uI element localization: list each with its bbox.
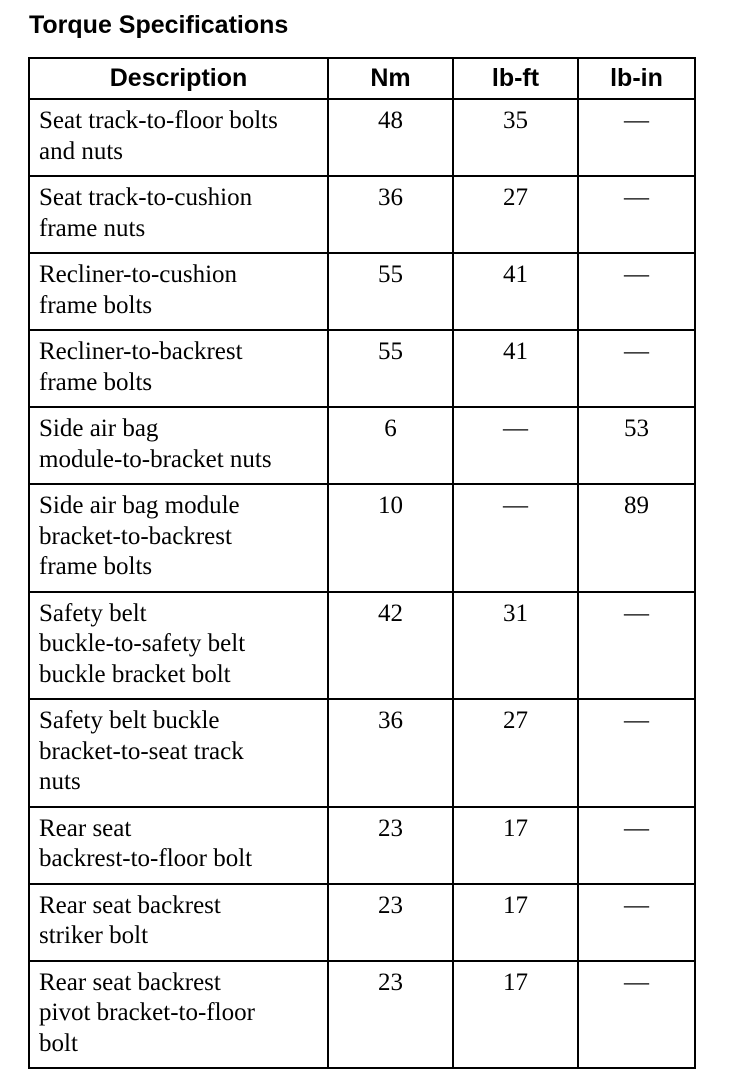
cell-description [29, 592, 328, 700]
table-row [29, 484, 695, 592]
cell-nm: 23 [328, 884, 453, 961]
cell-lb-ft: 41 [453, 330, 578, 407]
cell-lb-in: — [578, 176, 695, 253]
description-line: bracket-to-backrest [39, 522, 232, 550]
cell-lb-ft: 17 [453, 884, 578, 961]
table-row [29, 592, 695, 700]
description-line: Rear seat [39, 814, 132, 842]
description-line: bolt [39, 1029, 78, 1057]
table-row [29, 253, 695, 330]
page-title: Torque Specifications [29, 11, 289, 39]
torque-spec-table [28, 57, 696, 1069]
description-line: Side air bag [39, 415, 159, 442]
description-line: module-to-bracket nuts [39, 445, 272, 473]
description-line: Rear seat backrest [39, 891, 221, 919]
table-row [29, 330, 695, 407]
table-row [29, 699, 695, 807]
cell-lb-ft: 17 [453, 807, 578, 884]
description-line: Side air bag module [39, 492, 240, 519]
cell-lb-ft: 27 [453, 699, 578, 807]
cell-lb-in: — [578, 99, 695, 176]
cell-lb-ft: 35 [453, 99, 578, 176]
cell-description [29, 961, 328, 1069]
cell-nm: 10 [328, 484, 453, 592]
description-line: pivot bracket-to-floor [39, 999, 255, 1026]
cell-description [29, 807, 328, 884]
cell-lb-in: 89 [578, 484, 695, 592]
cell-nm: 23 [328, 961, 453, 1069]
description-line: frame bolts [39, 553, 153, 580]
column-header-lb-ft: lb-ft [453, 58, 578, 99]
cell-nm: 48 [328, 99, 453, 176]
cell-description [29, 484, 328, 592]
cell-nm: 36 [328, 176, 453, 253]
cell-description [29, 253, 328, 330]
description-line: Seat track-to-cushion [39, 184, 253, 211]
description-line: backrest-to-floor bolt [39, 845, 253, 872]
cell-lb-ft: 41 [453, 253, 578, 330]
cell-nm: 36 [328, 699, 453, 807]
cell-description [29, 699, 328, 807]
cell-lb-in: — [578, 884, 695, 961]
column-header-nm: Nm [328, 58, 453, 99]
description-line: bracket-to-seat track [39, 737, 244, 765]
cell-lb-ft: 17 [453, 961, 578, 1069]
cell-lb-in: — [578, 330, 695, 407]
cell-lb-in: — [578, 253, 695, 330]
cell-description [29, 407, 328, 484]
table-row [29, 807, 695, 884]
description-line: and nuts [39, 137, 124, 165]
cell-nm: 42 [328, 592, 453, 700]
cell-lb-in: — [578, 592, 695, 700]
table-row [29, 884, 695, 961]
table-header-row [29, 58, 695, 99]
description-line: Recliner-to-cushion [39, 261, 238, 288]
cell-nm: 23 [328, 807, 453, 884]
cell-lb-ft: 31 [453, 592, 578, 700]
cell-lb-ft: — [453, 484, 578, 592]
table-row [29, 961, 695, 1069]
cell-lb-ft: — [453, 407, 578, 484]
description-line: buckle-to-safety belt [39, 630, 246, 657]
cell-description [29, 884, 328, 961]
description-line: Rear seat backrest [39, 968, 221, 996]
cell-description [29, 330, 328, 407]
cell-lb-in: — [578, 699, 695, 807]
cell-description [29, 99, 328, 176]
cell-lb-in: — [578, 807, 695, 884]
description-line: striker bolt [39, 922, 149, 949]
description-line: frame bolts [39, 368, 153, 396]
description-line: Safety belt buckle [39, 707, 220, 734]
description-line: nuts [39, 768, 81, 795]
description-line: frame bolts [39, 291, 153, 319]
column-header-description: Description [29, 58, 328, 99]
table-row [29, 99, 695, 176]
cell-lb-ft: 27 [453, 176, 578, 253]
cell-lb-in: — [578, 961, 695, 1069]
description-line: Recliner-to-backrest [39, 338, 243, 365]
table-row [29, 176, 695, 253]
cell-nm: 55 [328, 330, 453, 407]
description-line: buckle bracket bolt [39, 660, 231, 688]
table-row [29, 407, 695, 484]
cell-description [29, 176, 328, 253]
column-header-lb-in: lb-in [578, 58, 695, 99]
description-line: Safety belt [39, 599, 147, 627]
table-body [29, 99, 695, 1068]
cell-lb-in: 53 [578, 407, 695, 484]
description-line: Seat track-to-floor bolts [39, 107, 278, 134]
cell-nm: 6 [328, 407, 453, 484]
cell-nm: 55 [328, 253, 453, 330]
description-line: frame nuts [39, 214, 146, 242]
